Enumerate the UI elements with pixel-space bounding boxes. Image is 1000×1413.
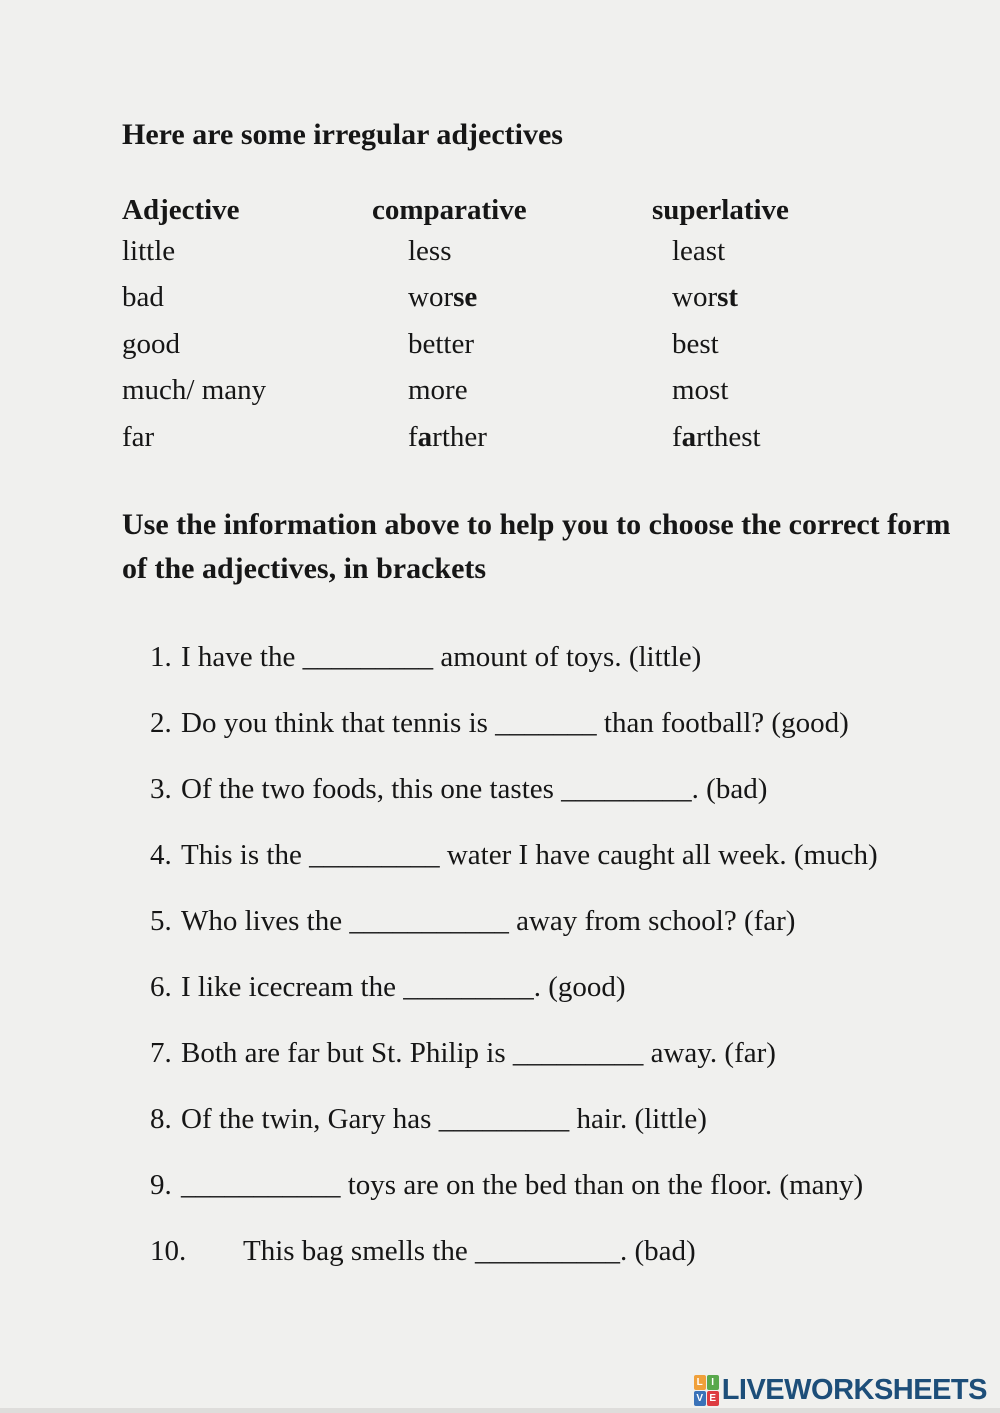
item-text: Do you think that tennis is _______ than football? (good) bbox=[181, 706, 849, 739]
instruction-text bbox=[122, 503, 967, 591]
table-cell-superlative: least bbox=[672, 234, 726, 267]
table-cell-superlative: farthest bbox=[672, 420, 761, 453]
item-text: ___________ toys are on the bed than on the floor. (many) bbox=[181, 1168, 864, 1201]
item-text: This is the _________ water I have caught all week. (much) bbox=[181, 838, 878, 871]
table-cell-adjective: far bbox=[122, 420, 155, 453]
page-bottom-edge bbox=[0, 1408, 1000, 1413]
logo-tile-v: V bbox=[694, 1391, 706, 1406]
table-cell-comparative: better bbox=[408, 327, 475, 360]
item-text: Of the twin, Gary has _________ hair. (little) bbox=[181, 1102, 707, 1135]
table-cell-comparative: farther bbox=[408, 420, 487, 453]
exercise-list bbox=[122, 639, 967, 1269]
table-cell-comparative: more bbox=[408, 374, 468, 407]
item-text: I have the _________ amount of toys. (little) bbox=[181, 640, 702, 673]
logo-text: LIVEWORKSHEETS bbox=[721, 1374, 987, 1406]
item-number: 9. bbox=[150, 1168, 172, 1201]
item-text: This bag smells the __________. (bad) bbox=[243, 1234, 696, 1267]
table-cell-adjective: good bbox=[122, 327, 180, 360]
item-number: 1. bbox=[150, 640, 172, 673]
table-cell-superlative: best bbox=[672, 327, 719, 360]
table-header-superlative: superlative bbox=[652, 193, 789, 226]
item-text: Of the two foods, this one tastes _________. (bad) bbox=[181, 772, 768, 805]
adjective-table bbox=[122, 192, 967, 461]
item-number: 4. bbox=[150, 838, 172, 871]
instruction-line-2: of the adjectives, in brackets bbox=[122, 551, 487, 585]
item-text: Who lives the ___________ away from school? (far) bbox=[181, 904, 796, 937]
list-item bbox=[150, 1035, 967, 1071]
list-item bbox=[150, 1233, 967, 1269]
item-number: 3. bbox=[150, 772, 172, 805]
table-header-comparative: comparative bbox=[372, 193, 527, 226]
list-item bbox=[150, 639, 967, 675]
item-text: Both are far but St. Philip is _________ away. (far) bbox=[181, 1036, 776, 1069]
table-cell-superlative: most bbox=[672, 374, 729, 407]
item-number: 6. bbox=[150, 970, 172, 1003]
item-number: 2. bbox=[150, 706, 172, 739]
item-number: 8. bbox=[150, 1102, 172, 1135]
table-cell-comparative: worse bbox=[408, 281, 478, 314]
list-item bbox=[150, 903, 967, 939]
item-number: 5. bbox=[150, 904, 172, 937]
table-header-adjective: Adjective bbox=[122, 193, 240, 226]
item-number: 10. bbox=[150, 1234, 187, 1267]
liveworksheets-logo-icon bbox=[694, 1375, 719, 1406]
table-cell-comparative: less bbox=[408, 234, 452, 267]
table-cell-adjective: little bbox=[122, 234, 176, 267]
logo-tile-e: E bbox=[707, 1391, 719, 1406]
worksheet-title: Here are some irregular adjectives bbox=[122, 118, 563, 151]
worksheet-content bbox=[122, 118, 967, 1299]
item-number: 7. bbox=[150, 1036, 172, 1069]
logo-tile-l: L bbox=[694, 1375, 706, 1390]
list-item bbox=[150, 837, 967, 873]
list-item bbox=[150, 705, 967, 741]
list-item bbox=[150, 771, 967, 807]
table-cell-adjective: much/ many bbox=[122, 374, 267, 407]
table-cell-superlative: worst bbox=[672, 281, 739, 314]
liveworksheets-logo[interactable] bbox=[694, 1375, 987, 1406]
table-cell-adjective: bad bbox=[122, 281, 164, 314]
item-text: I like icecream the _________. (good) bbox=[181, 970, 626, 1003]
list-item bbox=[150, 1167, 967, 1203]
logo-tile-i: I bbox=[707, 1375, 719, 1390]
list-item bbox=[150, 969, 967, 1005]
list-item bbox=[150, 1101, 967, 1137]
instruction-line-1: Use the information above to help you to choose the correct form bbox=[122, 507, 951, 541]
